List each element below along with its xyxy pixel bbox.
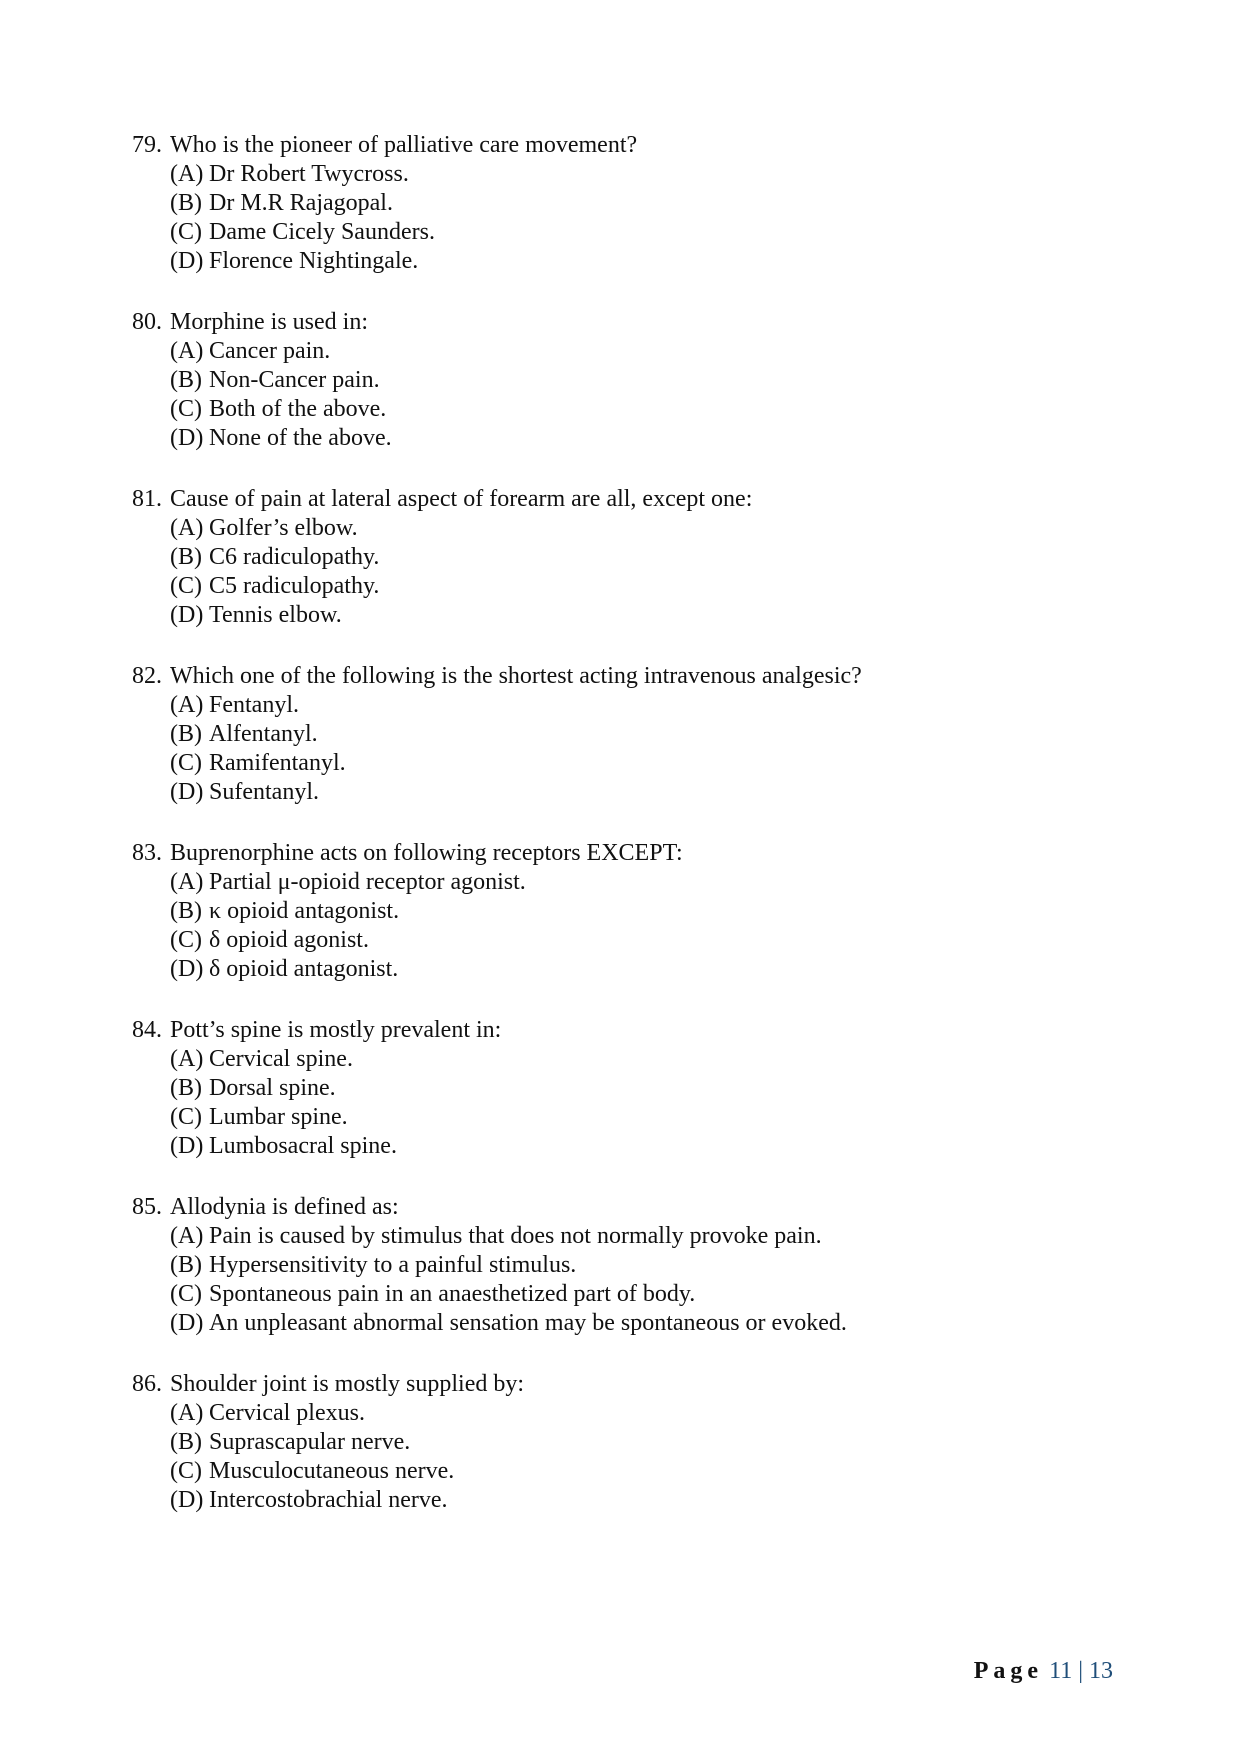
answer-option	[170, 337, 1132, 366]
option-text: C5 radiculopathy.	[209, 573, 380, 599]
question-stem	[132, 307, 1132, 337]
question-number: 86.	[132, 1371, 162, 1397]
answer-option	[170, 1457, 1132, 1486]
option-key: (A)	[170, 1223, 204, 1249]
answer-option	[170, 218, 1132, 247]
option-key: (B)	[170, 1075, 202, 1101]
question-item	[132, 307, 1132, 453]
option-list	[132, 160, 1132, 276]
answer-option	[170, 897, 1132, 926]
current-page-number: 11	[1049, 1658, 1073, 1684]
question-text: Morphine is used in:	[170, 309, 368, 335]
question-item	[132, 1369, 1132, 1515]
answer-option	[170, 601, 1132, 630]
option-text: Suprascapular nerve.	[209, 1429, 411, 1455]
question-item	[132, 661, 1132, 807]
question-item	[132, 130, 1132, 276]
question-number: 81.	[132, 486, 162, 512]
option-text: Tennis elbow.	[209, 602, 342, 628]
option-key: (D)	[170, 1487, 204, 1513]
option-text: Non-Cancer pain.	[209, 367, 380, 393]
question-spacer	[132, 276, 1132, 307]
option-text: Cancer pain.	[209, 338, 331, 364]
option-list	[132, 337, 1132, 453]
answer-option	[170, 691, 1132, 720]
question-stem	[132, 484, 1132, 514]
option-text: Dr Robert Twycross.	[209, 161, 409, 187]
question-number: 85.	[132, 1194, 162, 1220]
question-number: 82.	[132, 663, 162, 689]
question-stem	[132, 1369, 1132, 1399]
option-key: (B)	[170, 544, 202, 570]
option-key: (D)	[170, 425, 204, 451]
question-number: 79.	[132, 132, 162, 158]
option-text: Cervical plexus.	[209, 1400, 365, 1426]
answer-option	[170, 1074, 1132, 1103]
option-text: An unpleasant abnormal sensation may be spontaneous or evoked.	[209, 1310, 847, 1336]
question-stem	[132, 1015, 1132, 1045]
question-list	[132, 130, 1132, 1515]
option-text: Dame Cicely Saunders.	[209, 219, 435, 245]
option-list	[132, 1399, 1132, 1515]
question-text: Allodynia is defined as:	[170, 1194, 399, 1220]
question-spacer	[132, 984, 1132, 1015]
question-stem	[132, 130, 1132, 160]
option-text: Cervical spine.	[209, 1046, 353, 1072]
option-text: C6 radiculopathy.	[209, 544, 380, 570]
answer-option	[170, 1428, 1132, 1457]
answer-option	[170, 1486, 1132, 1515]
answer-option	[170, 247, 1132, 276]
option-key: (A)	[170, 338, 204, 364]
answer-option	[170, 189, 1132, 218]
question-number: 83.	[132, 840, 162, 866]
option-key: (A)	[170, 161, 204, 187]
option-text: Spontaneous pain in an anaesthetized part of body.	[209, 1281, 696, 1307]
question-item	[132, 1192, 1132, 1338]
answer-option	[170, 1309, 1132, 1338]
option-text: Dorsal spine.	[209, 1075, 336, 1101]
answer-option	[170, 366, 1132, 395]
option-key: (A)	[170, 515, 204, 541]
option-text: Lumbosacral spine.	[209, 1133, 397, 1159]
option-key: (C)	[170, 1458, 202, 1484]
question-spacer	[132, 1338, 1132, 1369]
option-text: Pain is caused by stimulus that does not normally provoke pain.	[209, 1223, 822, 1249]
question-text: Which one of the following is the shortest acting intravenous analgesic?	[170, 663, 862, 689]
option-text: Florence Nightingale.	[209, 248, 419, 274]
answer-option	[170, 720, 1132, 749]
option-key: (B)	[170, 1429, 202, 1455]
answer-option	[170, 395, 1132, 424]
question-stem	[132, 838, 1132, 868]
option-text: Ramifentanyl.	[209, 750, 346, 776]
answer-option	[170, 424, 1132, 453]
question-spacer	[132, 1161, 1132, 1192]
question-number: 84.	[132, 1017, 162, 1043]
option-key: (C)	[170, 1104, 202, 1130]
option-key: (D)	[170, 956, 204, 982]
answer-option	[170, 955, 1132, 984]
option-text: Partial μ-opioid receptor agonist.	[209, 869, 526, 895]
answer-option	[170, 572, 1132, 601]
option-key: (D)	[170, 1133, 204, 1159]
answer-option	[170, 1103, 1132, 1132]
option-text: Both of the above.	[209, 396, 387, 422]
answer-option	[170, 514, 1132, 543]
question-spacer	[132, 807, 1132, 838]
answer-option	[170, 1280, 1132, 1309]
page-footer	[974, 1656, 1113, 1686]
question-text: Buprenorphine acts on following receptors EXCEPT:	[170, 840, 683, 866]
answer-option	[170, 868, 1132, 897]
question-number: 80.	[132, 309, 162, 335]
question-item	[132, 838, 1132, 984]
option-key: (D)	[170, 779, 204, 805]
option-text: Dr M.R Rajagopal.	[209, 190, 393, 216]
option-key: (C)	[170, 219, 202, 245]
answer-option	[170, 1222, 1132, 1251]
question-stem	[132, 661, 1132, 691]
option-key: (A)	[170, 1400, 204, 1426]
page-separator: |	[1072, 1658, 1089, 1684]
question-text: Who is the pioneer of palliative care movement?	[170, 132, 638, 158]
option-text: Sufentanyl.	[209, 779, 319, 805]
option-key: (B)	[170, 898, 202, 924]
question-text: Cause of pain at lateral aspect of forearm are all, except one:	[170, 486, 753, 512]
answer-option	[170, 1132, 1132, 1161]
question-stem	[132, 1192, 1132, 1222]
option-text: Intercostobrachial nerve.	[209, 1487, 448, 1513]
option-list	[132, 691, 1132, 807]
answer-option	[170, 749, 1132, 778]
option-list	[132, 1045, 1132, 1161]
question-item	[132, 484, 1132, 630]
question-item	[132, 1015, 1132, 1161]
answer-option	[170, 1251, 1132, 1280]
option-text: Fentanyl.	[209, 692, 299, 718]
answer-option	[170, 543, 1132, 572]
option-key: (C)	[170, 396, 202, 422]
option-text: Alfentanyl.	[209, 721, 318, 747]
total-pages-number: 13	[1089, 1658, 1113, 1684]
option-key: (C)	[170, 750, 202, 776]
option-key: (C)	[170, 573, 202, 599]
option-key: (B)	[170, 1252, 202, 1278]
answer-option	[170, 160, 1132, 189]
option-text: None of the above.	[209, 425, 392, 451]
option-text: δ opioid antagonist.	[209, 956, 399, 982]
option-key: (B)	[170, 721, 202, 747]
option-key: (D)	[170, 1310, 204, 1336]
option-key: (B)	[170, 367, 202, 393]
question-spacer	[132, 630, 1132, 661]
option-text: Golfer’s elbow.	[209, 515, 358, 541]
option-text: κ opioid antagonist.	[209, 898, 400, 924]
option-text: Lumbar spine.	[209, 1104, 348, 1130]
option-key: (D)	[170, 602, 204, 628]
option-key: (D)	[170, 248, 204, 274]
option-key: (C)	[170, 1281, 202, 1307]
answer-option	[170, 926, 1132, 955]
option-key: (B)	[170, 190, 202, 216]
option-text: δ opioid agonist.	[209, 927, 369, 953]
answer-option	[170, 1045, 1132, 1074]
option-list	[132, 1222, 1132, 1338]
option-list	[132, 868, 1132, 984]
answer-option	[170, 1399, 1132, 1428]
option-list	[132, 514, 1132, 630]
option-key: (A)	[170, 692, 204, 718]
page-label: Page	[973, 1658, 1044, 1684]
question-text: Shoulder joint is mostly supplied by:	[170, 1371, 525, 1397]
question-spacer	[132, 453, 1132, 484]
option-key: (C)	[170, 927, 202, 953]
option-text: Musculocutaneous nerve.	[209, 1458, 455, 1484]
option-text: Hypersensitivity to a painful stimulus.	[209, 1252, 577, 1278]
option-key: (A)	[170, 1046, 204, 1072]
question-text: Pott’s spine is mostly prevalent in:	[170, 1017, 502, 1043]
option-key: (A)	[170, 869, 204, 895]
answer-option	[170, 778, 1132, 807]
